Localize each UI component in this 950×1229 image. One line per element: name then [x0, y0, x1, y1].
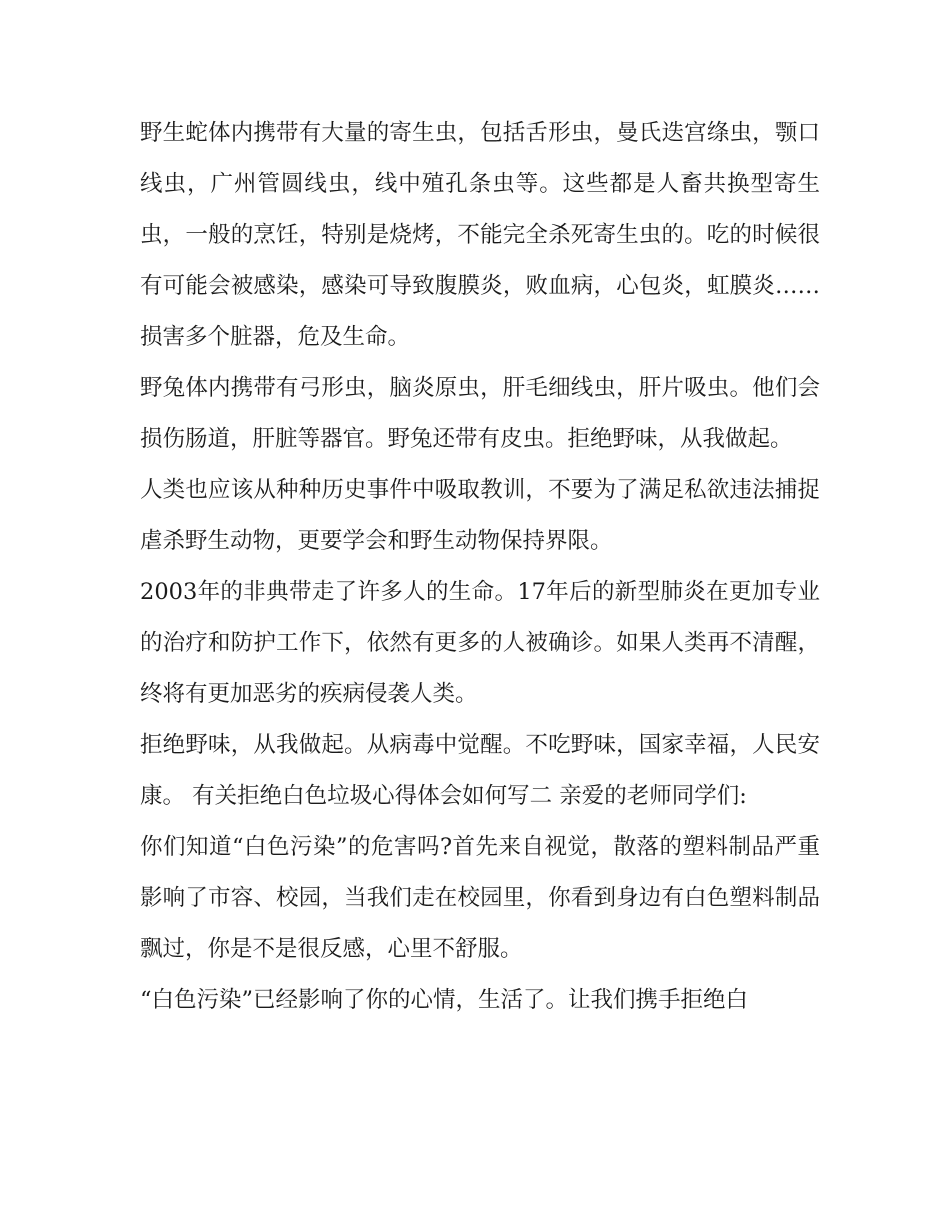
- paragraph-sars-covid: 2003年的非典带走了许多人的生命。17年后的新型肺炎在更加专业的治疗和防护工作下，依然有更多的人被确诊。如果人类再不清醒，终将有更加恶劣的疾病侵袭人类。: [140, 579, 820, 707]
- paragraph-lessons: 人类也应该从种种历史事件中吸取教训，不要为了满足私欲违法捕捉虐杀野生动物，更要学会和野生动物保持界限。: [140, 477, 820, 554]
- paragraph-snake-parasites: 野生蛇体内携带有大量的寄生虫，包括舌形虫，曼氏迭宫绦虫，颚口线虫，广州管圆线虫，线中殖孔条虫等。这些都是人畜共换型寄生虫，一般的烹饪，特别是烧烤，不能完全杀死寄生虫的。吃的时候很有可能会被感染，感染可导致腹膜炎，败血病，心包炎，虹膜炎……损害多个脏器，危及生命。: [140, 120, 820, 350]
- paragraph-white-pollution: 你们知道“白色污染”的危害吗?首先来自视觉，散落的塑料制品严重影响了市容、校园，当我们走在校园里，你看到身边有白色塑料制品飘过，你是不是很反感，心里不舒服。: [140, 834, 820, 962]
- paragraph-reject-wild-game: 拒绝野味，从我做起。从病毒中觉醒。不吃野味，国家幸福，人民安康。 有关拒绝白色垃圾心得体会如何写二 亲爱的老师同学们:: [140, 732, 820, 809]
- paragraph-white-pollution-continued: “白色污染”已经影响了你的心情，生活了。让我们携手拒绝白: [140, 987, 749, 1013]
- paragraph-rabbit-parasites: 野兔体内携带有弓形虫，脑炎原虫，肝毛细线虫，肝片吸虫。他们会损伤肠道，肝脏等器官。野兔还带有皮虫。拒绝野味，从我做起。: [140, 375, 820, 452]
- document-body: [140, 108, 820, 1026]
